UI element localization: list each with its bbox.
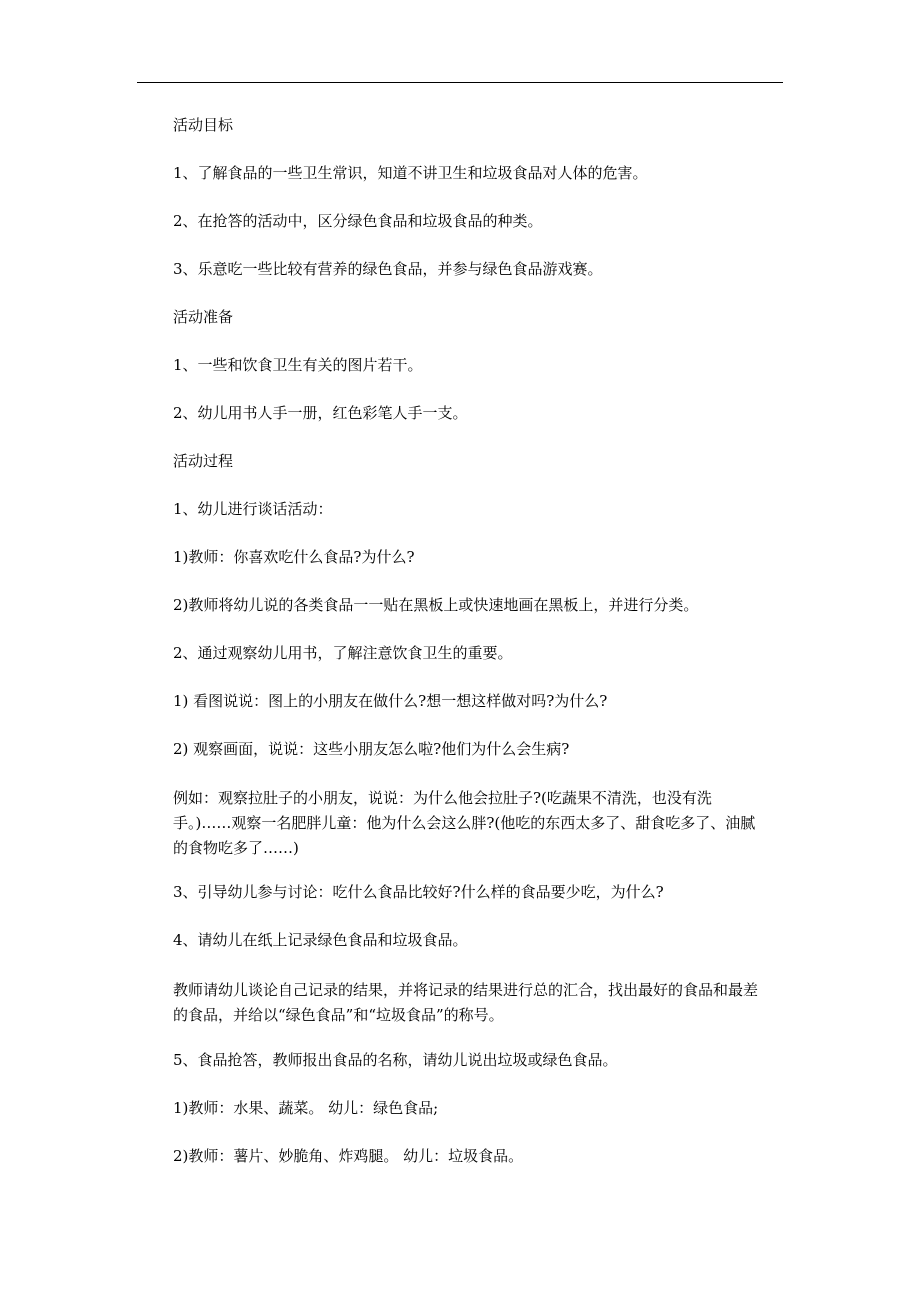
goal-item-2: 2、在抢答的活动中，区分绿色食品和垃圾食品的种类。 <box>173 212 543 230</box>
section-heading-preparation: 活动准备 <box>173 308 234 326</box>
process-step-3: 3、引导幼儿参与讨论：吃什么食品比较好?什么样的食品要少吃，为什么? <box>173 883 664 901</box>
process-step-2-sub-2: 2) 观察画面，说说：这些小朋友怎么啦?他们为什么会生病? <box>173 740 570 758</box>
teacher-summary-paragraph: 教师请幼儿谈论自己记录的结果，并将记录的结果进行总的汇合，找出最好的食品和最差的食品，并给以“绿色食品”和“垃圾食品”的称号。 <box>173 981 759 1024</box>
process-step-5-sub-2: 2)教师：薯片、妙脆角、炸鸡腿。 幼儿：垃圾食品。 <box>173 1147 524 1165</box>
example-paragraph: 例如：观察拉肚子的小朋友，说说：为什么他会拉肚子?(吃蔬果不清洗，也没有洗手。)……观察一名肥胖儿童：他为什么会这么胖?(他吃的东西太多了、甜食吃多了、油腻的食物吃多了……) <box>173 789 756 857</box>
section-heading-process: 活动过程 <box>173 452 234 470</box>
preparation-item-2: 2、幼儿用书人手一册，红色彩笔人手一支。 <box>173 404 468 422</box>
process-step-1-sub-2: 2)教师将幼儿说的各类食品一一贴在黑板上或快速地画在黑板上，并进行分类。 <box>173 596 699 614</box>
header-rule <box>137 82 783 83</box>
process-step-5: 5、食品抢答，教师报出食品的名称，请幼儿说出垃圾或绿色食品。 <box>173 1051 618 1069</box>
goal-item-1: 1、了解食品的一些卫生常识，知道不讲卫生和垃圾食品对人体的危害。 <box>173 164 648 182</box>
process-step-2-sub-1: 1) 看图说说：图上的小朋友在做什么?想一想这样做对吗?为什么? <box>173 692 608 710</box>
process-step-1: 1、幼儿进行谈话活动： <box>173 500 333 518</box>
process-step-2: 2、通过观察幼儿用书，了解注意饮食卫生的重要。 <box>173 644 513 662</box>
process-step-1-sub-1: 1)教师：你喜欢吃什么食品?为什么? <box>173 548 415 566</box>
goal-item-3: 3、乐意吃一些比较有营养的绿色食品，并参与绿色食品游戏赛。 <box>173 260 603 278</box>
section-heading-goals: 活动目标 <box>173 116 234 134</box>
preparation-item-1: 1、一些和饮食卫生有关的图片若干。 <box>173 356 423 374</box>
process-step-4: 4、请幼儿在纸上记录绿色食品和垃圾食品。 <box>173 931 468 949</box>
process-step-5-sub-1: 1)教师：水果、蔬菜。 幼儿：绿色食品; <box>173 1099 439 1117</box>
